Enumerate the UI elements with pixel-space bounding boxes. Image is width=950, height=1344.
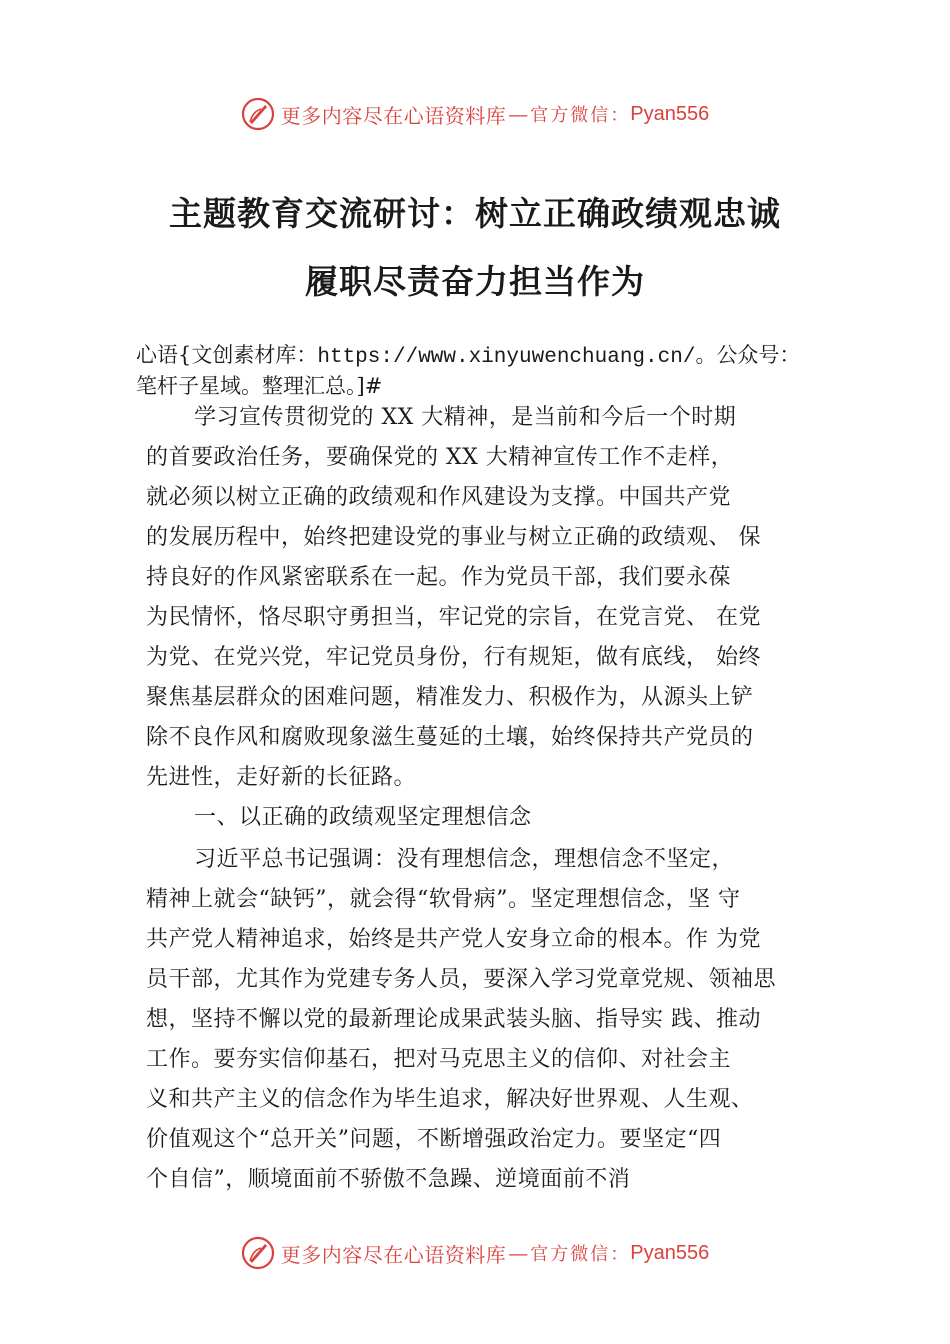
quill-pen-logo-icon <box>241 1236 275 1270</box>
paragraph-1 <box>146 398 836 798</box>
source-suffix: 。公众号： <box>695 343 801 367</box>
paragraph-line: 先进性，走好新的长征路。 <box>146 765 417 790</box>
banner-dash: — <box>508 1241 529 1265</box>
document-title-line-1: 主题教育交流研讨：树立正确政绩观忠诚 <box>169 194 781 233</box>
paragraph-line: 的发展历程中，始终把建设党的事业与树立正确的政绩观、 保 <box>146 525 761 550</box>
paragraph-line: 价值观这个“总开关”问题，不断增强政治定力。要坚定“四 <box>146 1127 722 1152</box>
banner-wechat-id: Pyan556 <box>630 102 710 125</box>
paragraph-line: 习近平总书记强调：没有理想信念，理想信念不坚定， <box>194 847 735 872</box>
paragraph-line: 为党、在党兴党，牢记党员身份，行有规矩，做有底线， 始终 <box>146 645 761 670</box>
banner-wechat-id: Pyan556 <box>630 1241 710 1264</box>
paragraph-line: 精神上就会“缺钙”，就会得“软骨病”。坚定理想信念，坚 守 <box>146 887 741 912</box>
banner-dash: — <box>508 102 529 126</box>
paragraph-line: 个自信”，顺境面前不骄傲不急躁、逆境面前不消 <box>146 1167 631 1192</box>
footer-banner <box>0 1231 950 1275</box>
banner-main-text: 更多内容尽在心语资料库 <box>280 1242 507 1267</box>
paragraph-line: 员干部，尤其作为党建专务人员，要深入学习党章党规、领袖思 <box>146 967 777 992</box>
source-prefix: 心语{文创素材库： <box>136 343 318 367</box>
paragraph-line: 除不良作风和腐败现象滋生蔓延的土壤，始终保持共产党员的 <box>146 725 754 750</box>
paragraph-2 <box>146 840 836 1200</box>
paragraph-line: 共产党人精神追求，始终是共产党人安身立命的根本。作 为党 <box>146 927 761 952</box>
banner-wechat-label: 官方微信： <box>530 1244 631 1265</box>
document-title-line-2: 履职尽责奋力担当作为 <box>305 262 645 301</box>
paragraph-line: 工作。要夯实信仰基石，把对马克思主义的信仰、对社会主 <box>146 1047 732 1072</box>
source-url: https://www.xinyuwenchuang.cn/ <box>317 346 696 369</box>
paragraph-line: 为民情怀，恪尽职守勇担当，牢记党的宗旨，在党言党、 在党 <box>146 605 761 630</box>
paragraph-line: 就必须以树立正确的政绩观和作风建设为支撑。中国共产党 <box>146 485 732 510</box>
source-note-line-2: 笔杆子星域。整理汇总。]# <box>136 374 383 398</box>
paragraph-line: 的首要政治任务，要确保党的 XX 大精神宣传工作不走样， <box>146 445 734 470</box>
section-heading-text: 一、以正确的政绩观坚定理想信念 <box>194 805 532 830</box>
paragraph-line: 持良好的作风紧密联系在一起。作为党员干部，我们要永葆 <box>146 565 732 590</box>
source-note <box>136 341 856 401</box>
paragraph-line: 聚焦基层群众的困难问题，精准发力、积极作为，从源头上铲 <box>146 685 754 710</box>
banner-wechat-label: 官方微信： <box>530 105 631 126</box>
section-heading-1 <box>146 798 836 838</box>
banner-main-text: 更多内容尽在心语资料库 <box>280 103 507 128</box>
source-note-line-1 <box>136 341 856 372</box>
paragraph-line: 想，坚持不懈以党的最新理论成果武装头脑、指导实 践、推动 <box>146 1007 761 1032</box>
paragraph-line: 学习宣传贯彻党的 XX 大精神，是当前和今后一个时期 <box>194 405 737 430</box>
header-banner <box>0 92 950 136</box>
paragraph-line: 义和共产主义的信念作为毕生追求，解决好世界观、人生观、 <box>146 1087 754 1112</box>
quill-pen-logo-icon <box>241 97 275 131</box>
